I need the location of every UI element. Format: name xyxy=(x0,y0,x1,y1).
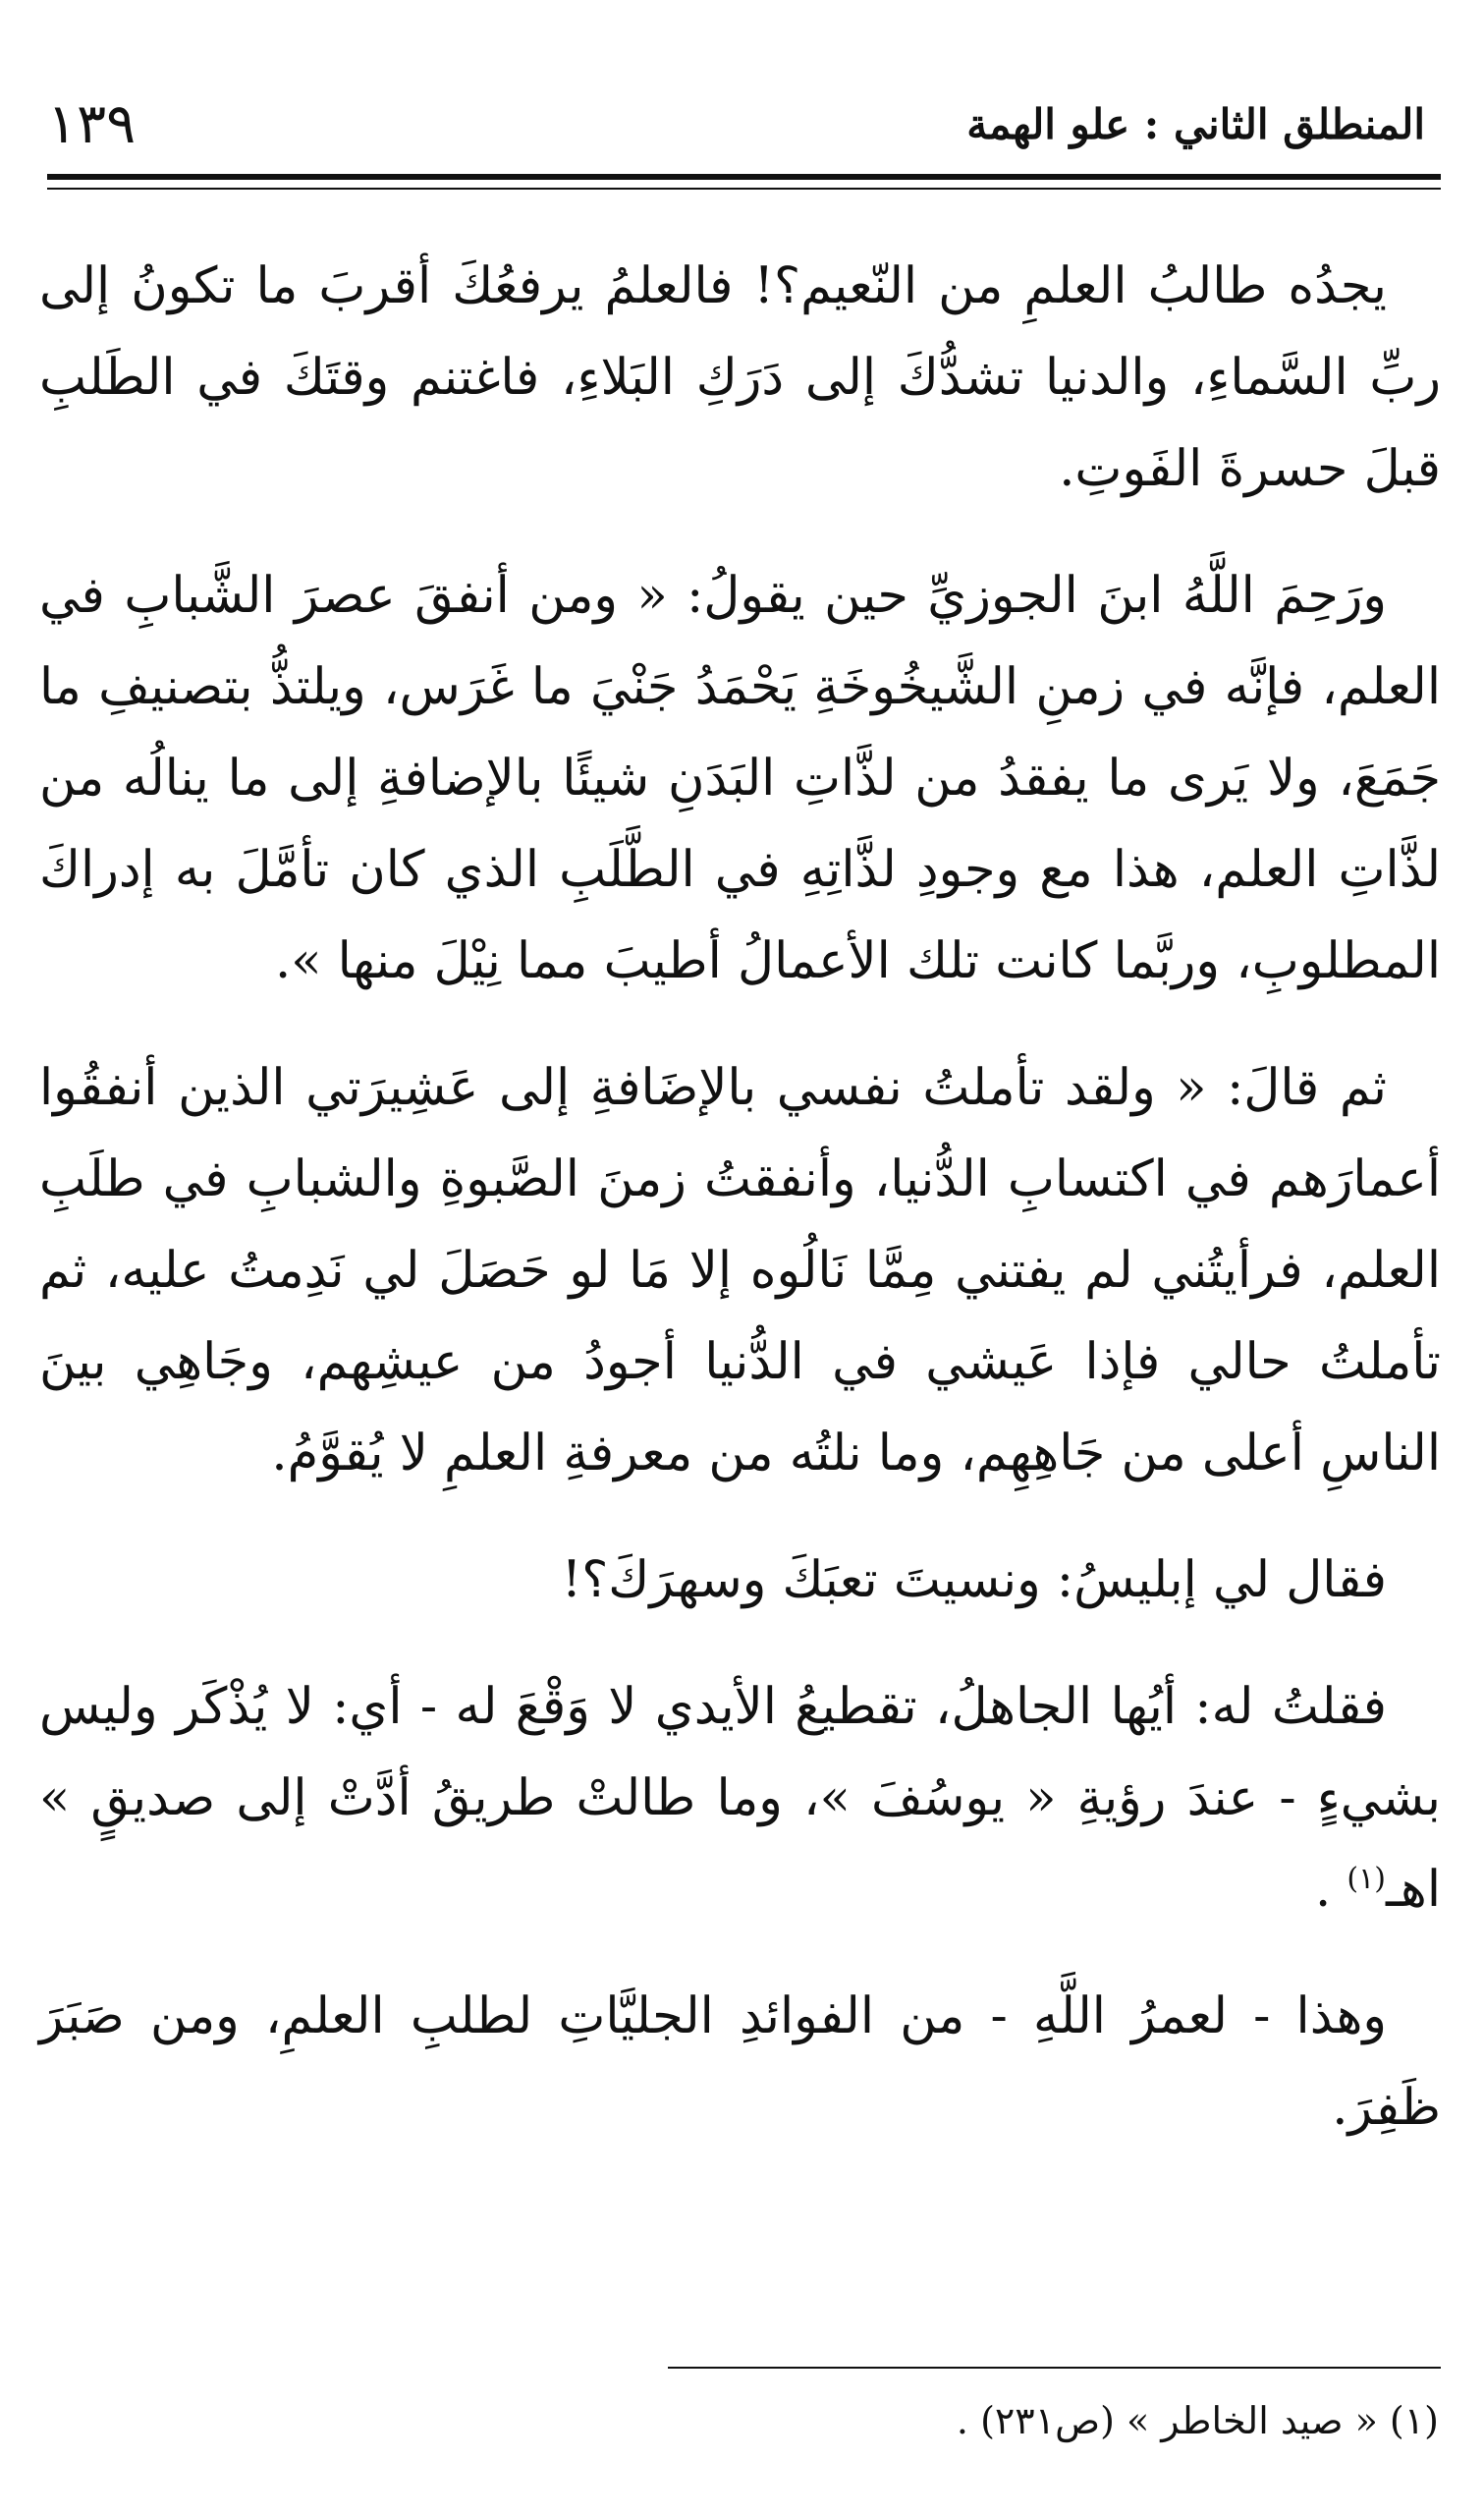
footnote-rule xyxy=(668,2367,1441,2369)
page-number: ١٣٩ xyxy=(47,92,137,156)
paragraph-1: يجدُه طالبُ العلمِ من النّعيم؟! فالعلمُ يرفعُكَ أقربَ ما تكونُ إلى ربِّ السَّماءِ، والدنيا تشدُّكَ إلى دَرَكِ البَلاءِ، فاغتنم وقتَكَ في الطَلبِ قبلَ حسرةَ الفَوتِ. xyxy=(39,257,1441,498)
footnote: (١) « صيد الخاطر » (ص٢٣١) . xyxy=(956,2399,1439,2442)
paragraph-2: ورَحِمَ اللَّهُ ابنَ الجوزيِّ حين يقولُ: « ومن أنفقَ عصرَ الشَّبابِ في العلم، فإنَّه في زمنِ الشَّيخُوخَةِ يَحْمَدُ جَنْيَ ما غَرَس، ويلتذُّ بتصنيفِ ما جَمَعَ، ولا يَرى ما يفقدُ من لذَّاتِ البَدَنِ شيئًا بالإضافةِ إلى ما ينالُه من لذَّاتِ العلم، هذا مع وجودِ لذَّاتِهِ في الطَّلَبِ الذي كان تأمَّلَ به إدراكَ المطلوبِ، وربَّما كانت تلك الأعمالُ أطيبَ مما نِيْلَ منها ». xyxy=(39,567,1441,990)
header-rule-thin xyxy=(47,188,1441,190)
paragraph-5 xyxy=(39,1661,1441,1935)
header-rule-thick xyxy=(47,174,1441,180)
page-header xyxy=(47,90,1425,169)
paragraph-3: ثم قالَ: « ولقد تأملتُ نفسي بالإضَافةِ إلى عَشِيرَتي الذين أنفقُوا أعمارَهم في اكتسابِ الدُّنيا، وأنفقتُ زمنَ الصَّبوةِ والشبابِ في طلَبِ العلم، فرأيتُني لم يفتني مِمَّا نَالُوه إلا مَا لو حَصَلَ لي نَدِمتُ عليه، ثم تأملتُ حالي فإذا عَيشي في الدُّنيا أجودُ من عيشِهم، وجَاهِي بينَ الناسِ أعلى من جَاهِهِم، وما نلتُه من معرفةِ العلمِ لا يُقوَّمُ. xyxy=(39,1059,1441,1482)
footnote-reference: (١) xyxy=(1347,1862,1386,1896)
paragraph-6: وهذا - لعمرُ اللَّهِ - من الفوائدِ الجليَّاتِ لطلبِ العلمِ، ومن صَبَرَ ظَفِرَ. xyxy=(39,1987,1441,2137)
running-head: المنطلق الثاني : علو الهمة xyxy=(966,100,1425,148)
paragraph-5-text: فقلتُ له: أيُها الجاهلُ، تقطيعُ الأيدي لا وَقْعَ له - أي: لا يُذْكَر وليس بشيءٍ - عندَ رؤيةِ « يوسُفَ »، وما طالتْ طريقُ أدَّتْ إلى صديقٍ » اهـ xyxy=(39,1678,1441,1919)
paragraph-5-tail: . xyxy=(1314,1861,1332,1919)
body-text xyxy=(39,241,1441,2153)
paragraph-4: فقال لي إبليسُ: ونسيتَ تعبَكَ وسهرَكَ؟! xyxy=(561,1551,1387,1609)
